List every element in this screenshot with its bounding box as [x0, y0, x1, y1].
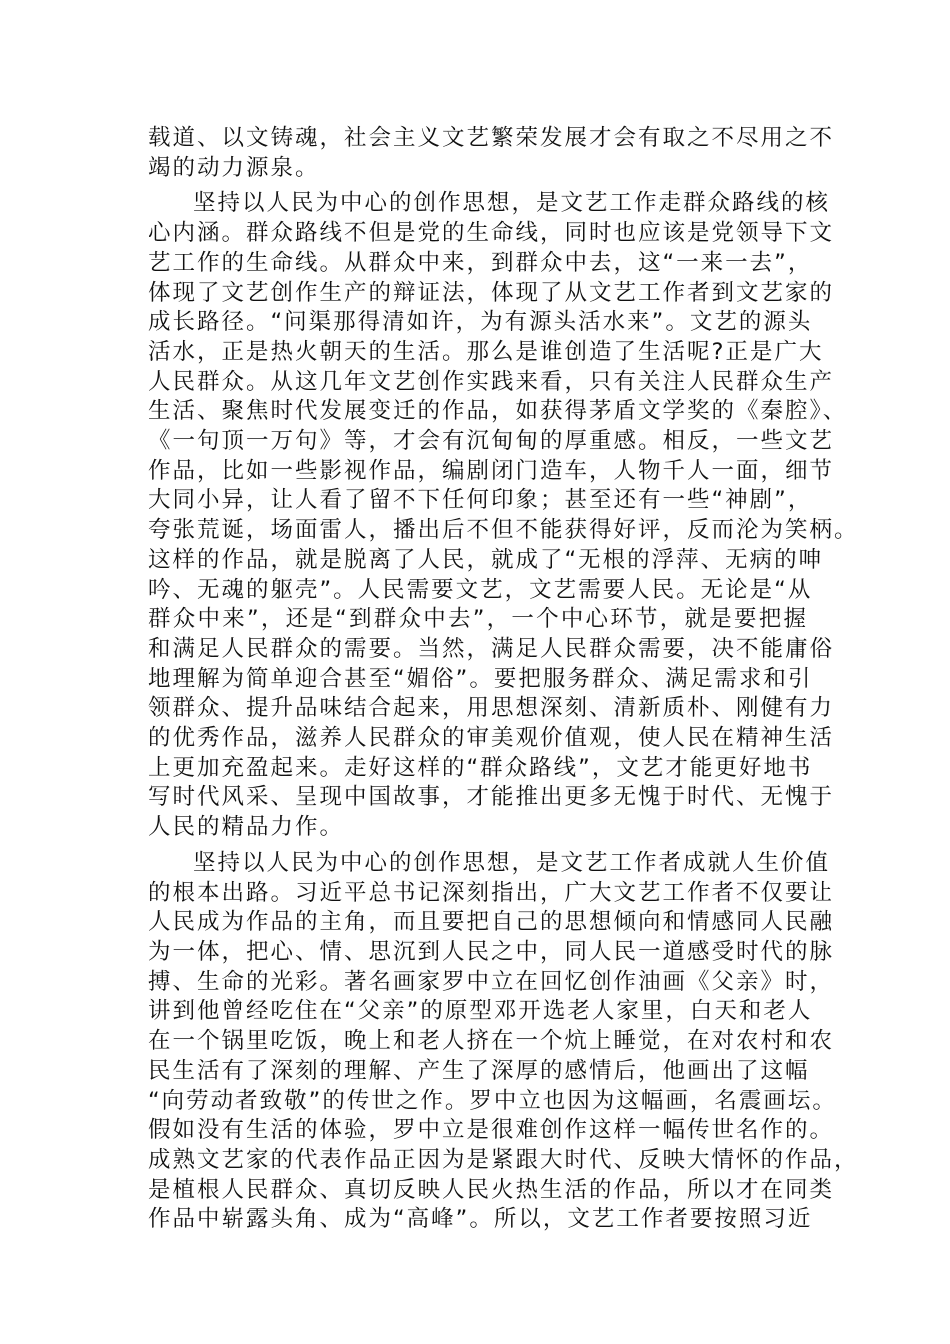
text-line: 这样的作品，就是脱离了人民，就成了“无根的浮萍、无病的呻	[148, 546, 824, 573]
text-line: 和满足人民群众的需要。当然，满足人民群众需要，决不能庸俗	[148, 635, 835, 662]
paragraph	[148, 849, 859, 1235]
text-line: 的优秀作品，滋养人民群众的审美观价值观，使人民在精神生活	[148, 725, 835, 752]
document-body	[148, 124, 859, 1241]
text-line: 竭的动力源泉。	[148, 154, 320, 181]
text-line: 是植根人民群众、真切反映人民火热生活的作品，所以才在同类	[148, 1176, 835, 1203]
text-line: 坚持以人民为中心的创作思想，是文艺工作走群众路线的核	[193, 190, 831, 217]
text-line: 夸张荒诞，场面雷人，播出后不但不能获得好评，反而沦为笑柄。	[148, 517, 859, 544]
text-line: 领群众、提升品味结合起来，用思想深刻、清新质朴、刚健有力	[148, 695, 835, 722]
text-line: 体现了文艺创作生产的辩证法，体现了从文艺工作者到文艺家的	[148, 279, 835, 306]
text-line: 载道、以文铸魂，社会主义文艺繁荣发展才会有取之不尽用之不	[148, 125, 835, 151]
text-line: 为一体，把心、情、思沉到人民之中，同人民一道感受时代的脉	[148, 938, 835, 965]
paragraph	[148, 189, 859, 842]
text-line: 上更加充盈起来。走好这样的“群众路线”，文艺才能更好地书	[148, 754, 813, 781]
text-line: 吟、无魂的躯壳”。人民需要文艺，文艺需要人民。无论是“从	[148, 576, 813, 603]
text-line: 人民群众。从这几年文艺创作实践来看，只有关注人民群众生产	[148, 368, 835, 395]
text-line: 坚持以人民为中心的创作思想，是文艺工作者成就人生价值	[193, 849, 831, 876]
text-line: “向劳动者致敬”的传世之作。罗中立也因为这幅画，名震画坛。	[148, 1087, 837, 1114]
paragraph	[148, 124, 835, 183]
text-line: 生活、聚焦时代发展变迁的作品，如获得茅盾文学奖的《秦腔》、	[148, 398, 848, 425]
text-line: 艺工作的生命线。从群众中来，到群众中去，这“一来一去”，	[148, 249, 813, 276]
text-line: 假如没有生活的体验，罗中立是很难创作这样一幅传世名作的。	[148, 1117, 835, 1144]
text-line: 《一句顶一万句》等，才会有沉甸甸的厚重感。相反，一些文艺	[148, 428, 835, 455]
text-line: 民生活有了深刻的理解、产生了深厚的感情后，他画出了这幅	[148, 1057, 810, 1084]
text-line: 在一个锅里吃饭，晚上和老人挤在一个炕上睡觉，在对农村和农	[148, 1028, 835, 1055]
text-line: 写时代风采、呈现中国故事，才能推出更多无愧于时代、无愧于	[148, 784, 835, 811]
text-line: 的根本出路。习近平总书记深刻指出，广大文艺工作者不仅要让	[148, 879, 835, 906]
text-line: 搏、生命的光彩。著名画家罗中立在回忆创作油画《父亲》时，	[148, 968, 835, 995]
text-line: 地理解为简单迎合甚至“媚俗”。要把服务群众、满足需求和引	[148, 665, 813, 692]
text-line: 活水，正是热火朝天的生活。那么是谁创造了生活呢?正是广大	[148, 338, 824, 365]
text-line: 大同小异，让人看了留不下任何印象；甚至还有一些“神剧”，	[148, 487, 813, 514]
text-line: 人民成为作品的主角，而且要把自己的思想倾向和情感同人民融	[148, 909, 835, 936]
text-line: 成熟文艺家的代表作品正因为是紧跟大时代、反映大情怀的作品，	[148, 1146, 859, 1173]
text-line: 心内涵。群众路线不但是党的生命线，同时也应该是党领导下文	[148, 220, 835, 247]
text-line: 群众中来”，还是“到群众中去”，一个中心环节，就是要把握	[148, 606, 808, 633]
text-line: 讲到他曾经吃住在“父亲”的原型邓开选老人家里，白天和老人	[148, 998, 813, 1025]
text-line: 成长路径。“问渠那得清如许，为有源头活水来”。文艺的源头	[148, 309, 813, 336]
text-line: 人民的精品力作。	[148, 814, 345, 841]
text-line: 作品，比如一些影视作品，编剧闭门造车，人物千人一面，细节	[148, 457, 835, 484]
text-line: 作品中崭露头角、成为“高峰”。所以，文艺工作者要按照习近	[148, 1206, 813, 1233]
